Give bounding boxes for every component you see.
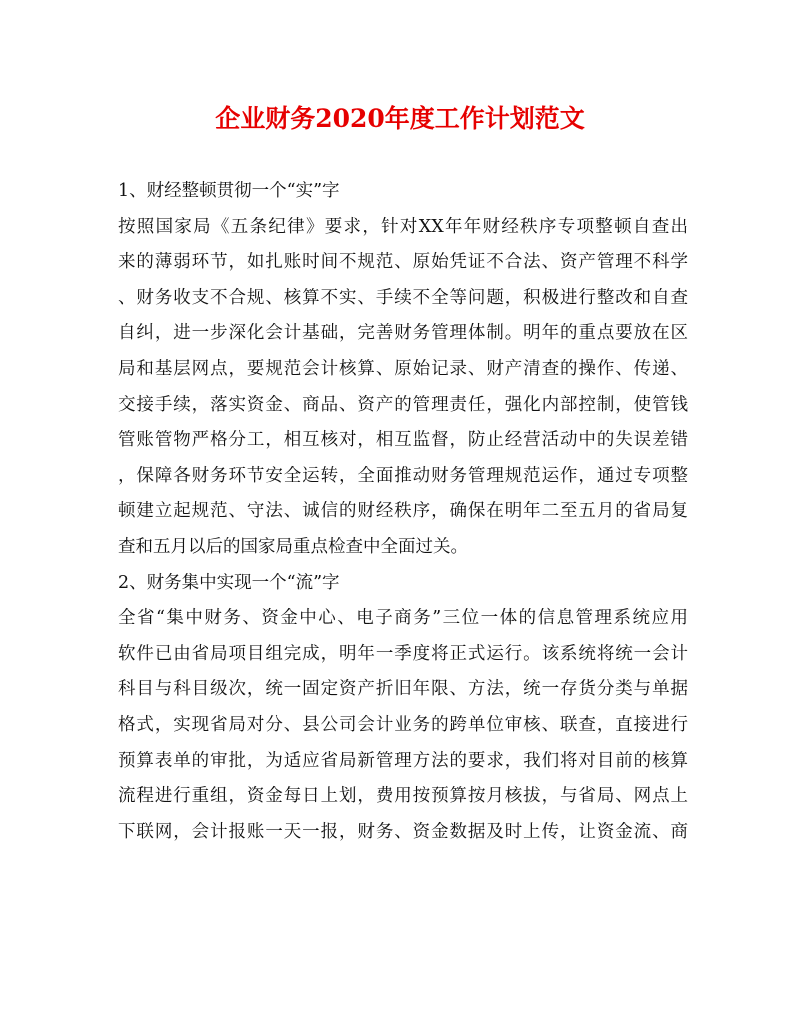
paragraph-line: 交接手续，落实资金、商品、资产的管理责任，强化内部控制，使管钱	[118, 394, 688, 415]
paragraph-line: 顿建立起规范、守法、诚信的财经秩序，确保在明年二至五月的省局复	[118, 501, 688, 522]
document-title: 企业财务2020年度工作计划范文	[215, 104, 585, 133]
paragraph-line: 局和基层网点，要规范会计核算、原始记录、财产清查的操作、传递、	[118, 358, 688, 379]
paragraph-line: 流程进行重组，资金每日上划，费用按预算按月核拔，与省局、网点上	[118, 786, 688, 807]
paragraph-line: ，保障各财务环节安全运转，全面推动财务管理规范运作，通过专项整	[118, 465, 688, 486]
paragraph-line: 、财务收支不合规、核算不实、手续不全等问题，积极进行整改和自查	[118, 287, 688, 308]
paragraph-line: 预算表单的审批，为适应省局新管理方法的要求，我们将对目前的核算	[118, 750, 688, 771]
paragraph-line: 按照国家局《五条纪律》要求，针对XX年年财经秩序专项整顿自查出	[118, 216, 688, 237]
paragraph-line: 管账管物严格分工，相互核对，相互监督，防止经营活动中的失误差错	[118, 430, 688, 451]
paragraph-line: 科目与科目级次，统一固定资产折旧年限、方法，统一存货分类与单据	[118, 679, 688, 700]
paragraph-line: 全省“集中财务、资金中心、电子商务”三位一体的信息管理系统应用	[118, 608, 688, 629]
paragraph-line: 下联网，会计报账一天一报，财务、资金数据及时上传，让资金流、商	[118, 821, 688, 842]
paragraph-line: 自纠，进一步深化会计基础，完善财务管理体制。明年的重点要放在区	[118, 323, 688, 344]
section-heading-1: 1、财经整顿贯彻一个“实”字	[118, 181, 340, 201]
paragraph-line: 格式，实现省局对分、县公司会计业务的跨单位审核、联查，直接进行	[118, 714, 688, 735]
section-heading-2: 2、财务集中实现一个“流”字	[118, 572, 340, 593]
paragraph-line: 来的薄弱环节，如扎账时间不规范、原始凭证不合法、资产管理不科学	[118, 252, 688, 273]
paragraph-line: 软件已由省局项目组完成，明年一季度将正式运行。该系统将统一会计	[118, 643, 688, 664]
document-body	[118, 174, 688, 850]
paragraph-line: 查和五月以后的国家局重点检查中全面过关。	[118, 536, 468, 557]
